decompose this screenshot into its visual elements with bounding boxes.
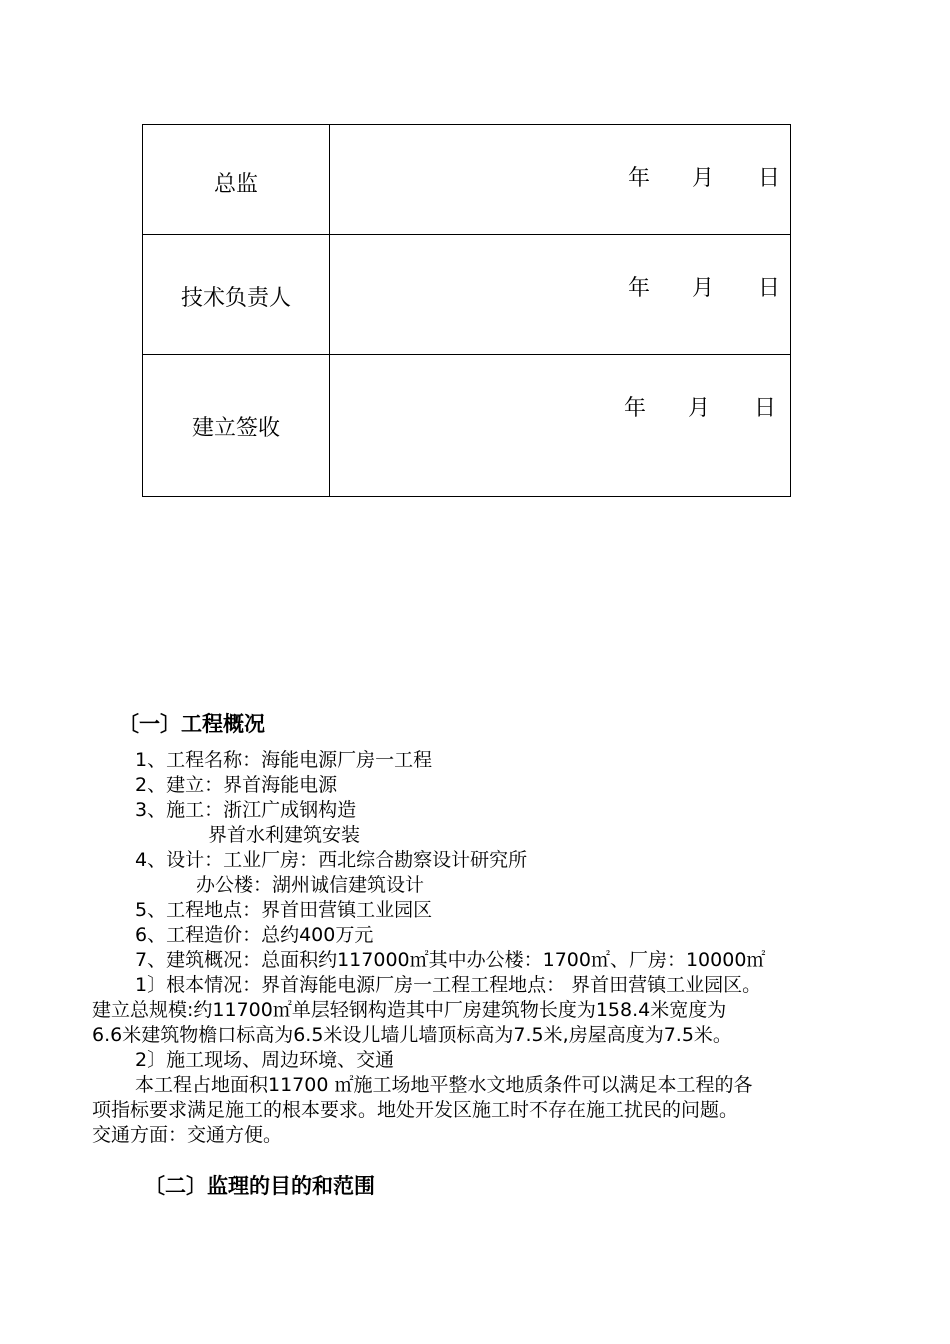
role-cell xyxy=(143,355,330,497)
paragraph-line: 6.6米建筑物檐口标高为6.5米设儿墙儿墙顶标高为7.5米,房屋高度为7.5米。 xyxy=(92,1024,732,1046)
list-item: 1、工程名称：海能电源厂房一工程 xyxy=(135,749,433,771)
list-item: 7、建筑概况：总面积约117000㎡其中办公楼：1700㎡、厂房：10000㎡ xyxy=(135,949,766,971)
month-label: 月 xyxy=(692,276,715,301)
month-label: 月 xyxy=(688,396,711,421)
list-item: 界首水利建筑安装 xyxy=(208,824,361,846)
year-label: 年 xyxy=(624,396,647,421)
date-cell xyxy=(330,125,791,235)
role-label: 总监 xyxy=(213,172,258,197)
table-row xyxy=(143,125,791,235)
list-item: 办公楼：湖州诚信建筑设计 xyxy=(196,874,425,896)
paragraph-line: 交通方面：交通方便。 xyxy=(92,1124,283,1146)
role-cell xyxy=(143,235,330,355)
year-label: 年 xyxy=(628,276,651,301)
section-heading: 〔二〕监理的目的和范围 xyxy=(144,1174,375,1198)
table-row xyxy=(143,235,791,355)
paragraph-line: 本工程占地面积11700 ㎡施工场地平整水文地质条件可以满足本工程的各 xyxy=(135,1074,753,1096)
paragraph-line: 建立总规模:约11700㎡单层轻钢构造其中厂房建筑物长度为158.4米宽度为 xyxy=(92,999,727,1021)
paragraph-line: 1〕根本情况：界首海能电源厂房一工程工程地点： 界首田营镇工业园区。 xyxy=(135,974,762,996)
date-cell xyxy=(330,235,791,355)
list-item: 5、工程地点：界首田营镇工业园区 xyxy=(135,899,433,921)
month-label: 月 xyxy=(692,166,715,191)
sign-off-table xyxy=(142,124,791,497)
day-label: 日 xyxy=(754,396,777,421)
role-label: 技术负责人 xyxy=(180,286,291,311)
role-label: 建立签收 xyxy=(191,416,280,441)
list-item: 3、施工：浙江广成钢构造 xyxy=(135,799,357,821)
section-heading: 〔一〕工程概况 xyxy=(118,712,265,736)
day-label: 日 xyxy=(758,166,781,191)
list-item: 4、设计：工业厂房：西北综合勘察设计研究所 xyxy=(135,849,528,871)
list-item: 2、建立：界首海能电源 xyxy=(135,774,338,796)
paragraph-line: 项指标要求满足施工的根本要求。地处开发区施工时不存在施工扰民的问题。 xyxy=(92,1099,739,1121)
year-label: 年 xyxy=(628,166,651,191)
role-cell xyxy=(143,125,330,235)
paragraph-subtitle: 2〕施工现场、周边环境、交通 xyxy=(135,1049,395,1071)
table-row xyxy=(143,355,791,497)
list-item: 6、工程造价：总约400万元 xyxy=(135,924,374,946)
date-cell xyxy=(330,355,791,497)
day-label: 日 xyxy=(758,276,781,301)
